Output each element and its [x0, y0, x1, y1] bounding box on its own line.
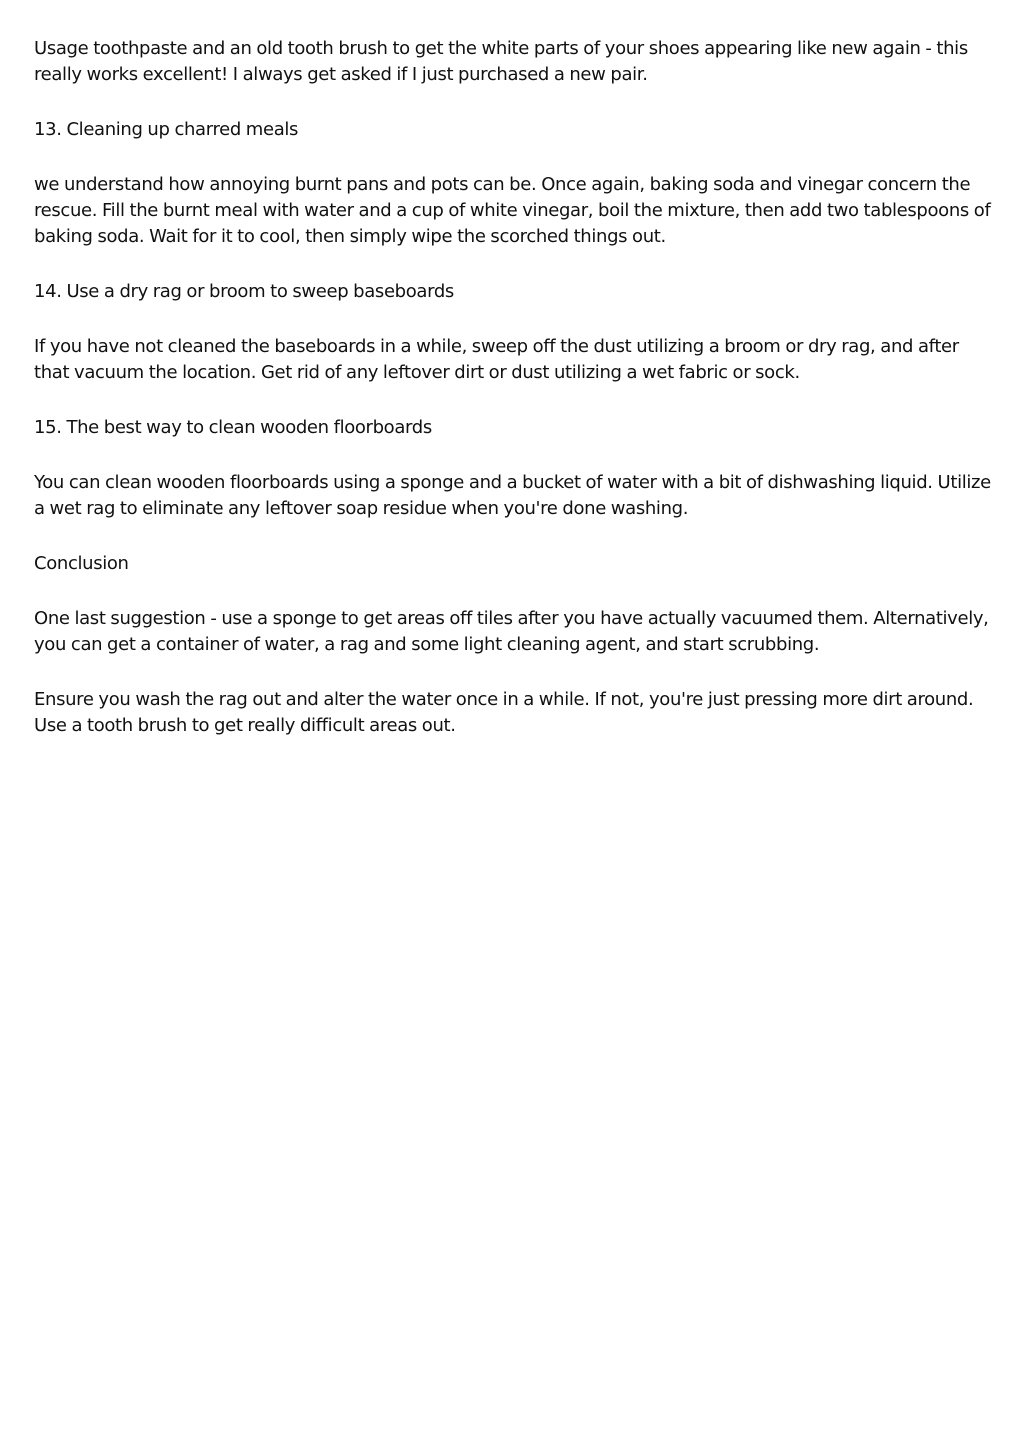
paragraph-tiles-suggestion: One last suggestion - use a sponge to get areas off tiles after you have actually vacuumed them. Alternatively, you can get a container of water, a rag and some light cleaning agent, and start scrubbing.: [34, 608, 989, 655]
paragraph-baseboards: If you have not cleaned the baseboards in a while, sweep off the dust utilizing a broom or dry rag, and after that vacuum the location. Get rid of any leftover dirt or dust utilizing a wet fabric or sock.: [34, 336, 959, 383]
paragraph-shoe-cleaning-tip: Usage toothpaste and an old tooth brush to get the white parts of your shoes appearing like new again - this really works excellent! I always get asked if I just purchased a new pair.: [34, 38, 968, 85]
document-page: [34, 36, 992, 768]
section-heading-14: 14. Use a dry rag or broom to sweep baseboards: [34, 281, 454, 302]
paragraph-rag-washing: Ensure you wash the rag out and alter the water once in a while. If not, you're just pressing more dirt around. Use a tooth brush to get really difficult areas out.: [34, 689, 974, 736]
section-heading-conclusion: Conclusion: [34, 553, 129, 574]
paragraph-wooden-floorboards: You can clean wooden floorboards using a sponge and a bucket of water with a bit of dishwashing liquid. Utilize a wet rag to eliminate any leftover soap residue when you're done washing.: [34, 472, 991, 519]
paragraph-burnt-pans: we understand how annoying burnt pans and pots can be. Once again, baking soda and vinegar concern the rescue. Fill the burnt meal with water and a cup of white vinegar, boil the mixture, then add two tablespoons of baking soda. Wait for it to cool, then simply wipe the scorched things out.: [34, 174, 991, 247]
section-heading-15: 15. The best way to clean wooden floorboards: [34, 417, 432, 438]
section-heading-13: 13. Cleaning up charred meals: [34, 119, 299, 140]
